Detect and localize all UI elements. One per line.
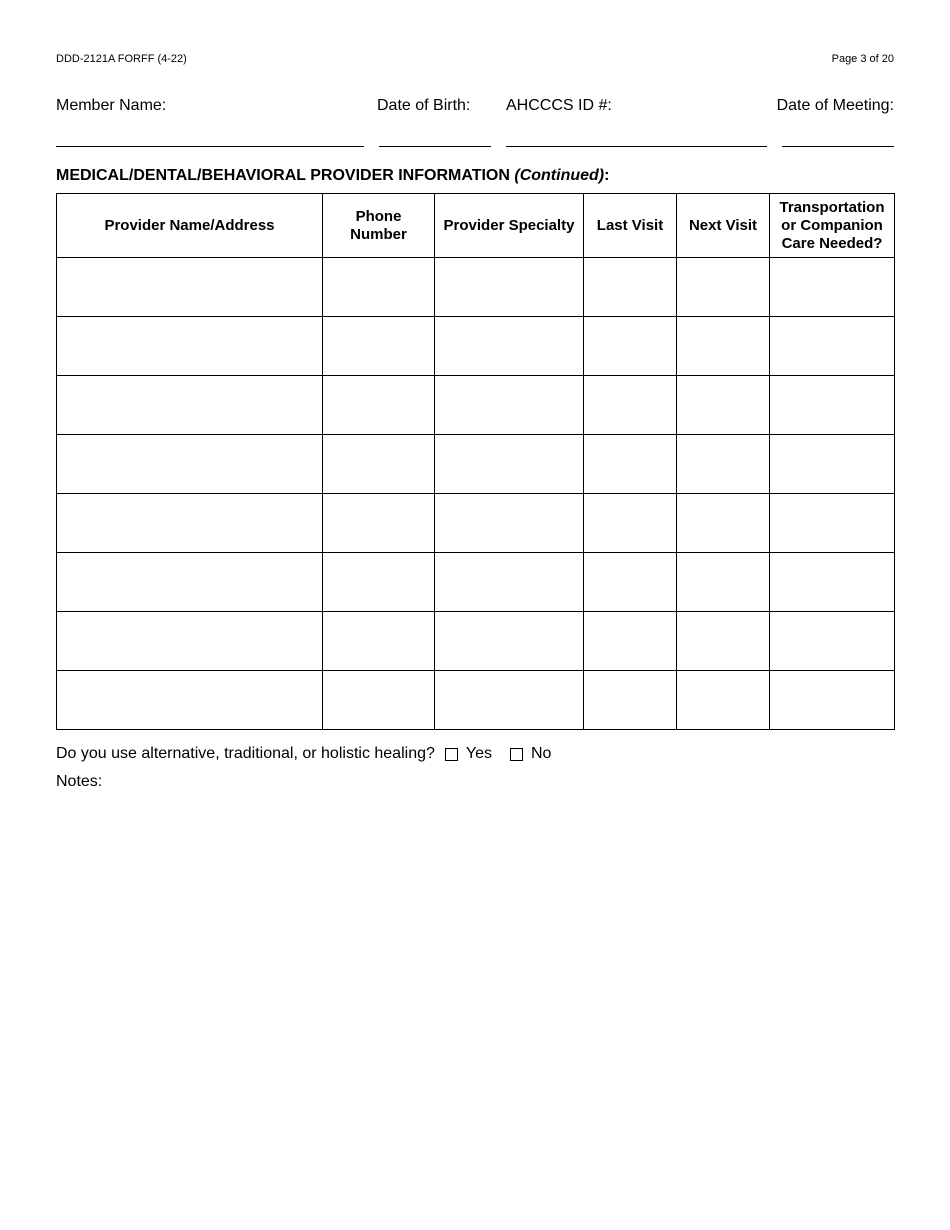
date-of-birth-label: Date of Birth:	[377, 97, 471, 114]
column-header-transportation	[770, 194, 895, 258]
cell-provider[interactable]	[57, 435, 323, 494]
cell-next-visit[interactable]	[677, 258, 770, 317]
cell-transportation[interactable]	[770, 435, 895, 494]
cell-transportation[interactable]	[770, 494, 895, 553]
cell-provider[interactable]	[57, 553, 323, 612]
cell-transportation[interactable]	[770, 553, 895, 612]
ahcccs-id-label: AHCCCS ID #:	[506, 97, 612, 114]
cell-provider[interactable]	[57, 671, 323, 730]
column-header-transportation-line2: or Companion	[781, 216, 883, 234]
table-row	[57, 671, 895, 730]
cell-phone[interactable]	[323, 612, 435, 671]
date-of-meeting-label: Date of Meeting:	[776, 97, 894, 114]
column-header-phone-line1: Phone	[355, 207, 402, 225]
cell-provider[interactable]	[57, 494, 323, 553]
cell-transportation[interactable]	[770, 376, 895, 435]
table-row	[57, 494, 895, 553]
cell-provider[interactable]	[57, 258, 323, 317]
cell-last-visit[interactable]	[584, 258, 677, 317]
table-row	[57, 258, 895, 317]
column-header-transportation-line1: Transportation	[779, 198, 885, 216]
table-row	[57, 317, 895, 376]
ahcccs-id-field[interactable]	[506, 146, 767, 147]
cell-last-visit[interactable]	[584, 553, 677, 612]
cell-last-visit[interactable]	[584, 376, 677, 435]
column-header-phone-line2: Number	[350, 225, 407, 243]
cell-specialty[interactable]	[435, 317, 584, 376]
member-name-field[interactable]	[56, 146, 364, 147]
yes-label: Yes	[465, 745, 492, 762]
healing-question	[56, 745, 551, 763]
cell-phone[interactable]	[323, 317, 435, 376]
cell-specialty[interactable]	[435, 435, 584, 494]
cell-phone[interactable]	[323, 671, 435, 730]
cell-next-visit[interactable]	[677, 317, 770, 376]
cell-provider[interactable]	[57, 612, 323, 671]
healing-question-text: Do you use alternative, traditional, or holistic healing?	[56, 745, 435, 762]
cell-transportation[interactable]	[770, 671, 895, 730]
column-header-phone	[323, 194, 435, 258]
cell-phone[interactable]	[323, 553, 435, 612]
cell-phone[interactable]	[323, 435, 435, 494]
table-row	[57, 435, 895, 494]
cell-phone[interactable]	[323, 258, 435, 317]
form-id: DDD-2121A FORFF (4-22)	[56, 53, 187, 65]
cell-specialty[interactable]	[435, 376, 584, 435]
cell-next-visit[interactable]	[677, 435, 770, 494]
cell-last-visit[interactable]	[584, 671, 677, 730]
column-header-transportation-line3: Care Needed?	[781, 234, 883, 252]
cell-next-visit[interactable]	[677, 553, 770, 612]
date-of-birth-field[interactable]	[379, 146, 491, 147]
section-title-colon: :	[604, 167, 610, 184]
page-indicator: Page 3 of 20	[831, 53, 894, 65]
cell-next-visit[interactable]	[677, 612, 770, 671]
cell-last-visit[interactable]	[584, 435, 677, 494]
cell-phone[interactable]	[323, 376, 435, 435]
cell-specialty[interactable]	[435, 553, 584, 612]
table-row	[57, 612, 895, 671]
date-of-meeting-field[interactable]	[782, 146, 894, 147]
member-name-label: Member Name:	[56, 97, 167, 114]
column-header-specialty: Provider Specialty	[435, 194, 584, 258]
cell-transportation[interactable]	[770, 612, 895, 671]
cell-specialty[interactable]	[435, 258, 584, 317]
cell-last-visit[interactable]	[584, 494, 677, 553]
cell-provider[interactable]	[57, 317, 323, 376]
cell-last-visit[interactable]	[584, 317, 677, 376]
no-checkbox[interactable]	[510, 748, 523, 761]
cell-specialty[interactable]	[435, 671, 584, 730]
cell-transportation[interactable]	[770, 317, 895, 376]
provider-table	[56, 193, 895, 730]
cell-provider[interactable]	[57, 376, 323, 435]
column-header-provider: Provider Name/Address	[57, 194, 323, 258]
section-title	[56, 167, 609, 185]
cell-next-visit[interactable]	[677, 671, 770, 730]
notes-label: Notes:	[56, 773, 103, 790]
yes-checkbox[interactable]	[445, 748, 458, 761]
cell-phone[interactable]	[323, 494, 435, 553]
column-header-next-visit: Next Visit	[677, 194, 770, 258]
cell-transportation[interactable]	[770, 258, 895, 317]
no-label: No	[531, 745, 552, 762]
section-title-suffix: (Continued)	[514, 167, 605, 184]
column-header-last-visit: Last Visit	[584, 194, 677, 258]
cell-next-visit[interactable]	[677, 376, 770, 435]
cell-last-visit[interactable]	[584, 612, 677, 671]
table-row	[57, 553, 895, 612]
cell-specialty[interactable]	[435, 612, 584, 671]
table-header-row	[57, 194, 895, 258]
section-title-main: MEDICAL/DENTAL/BEHAVIORAL PROVIDER INFORMATION	[56, 167, 510, 184]
cell-specialty[interactable]	[435, 494, 584, 553]
cell-next-visit[interactable]	[677, 494, 770, 553]
table-row	[57, 376, 895, 435]
